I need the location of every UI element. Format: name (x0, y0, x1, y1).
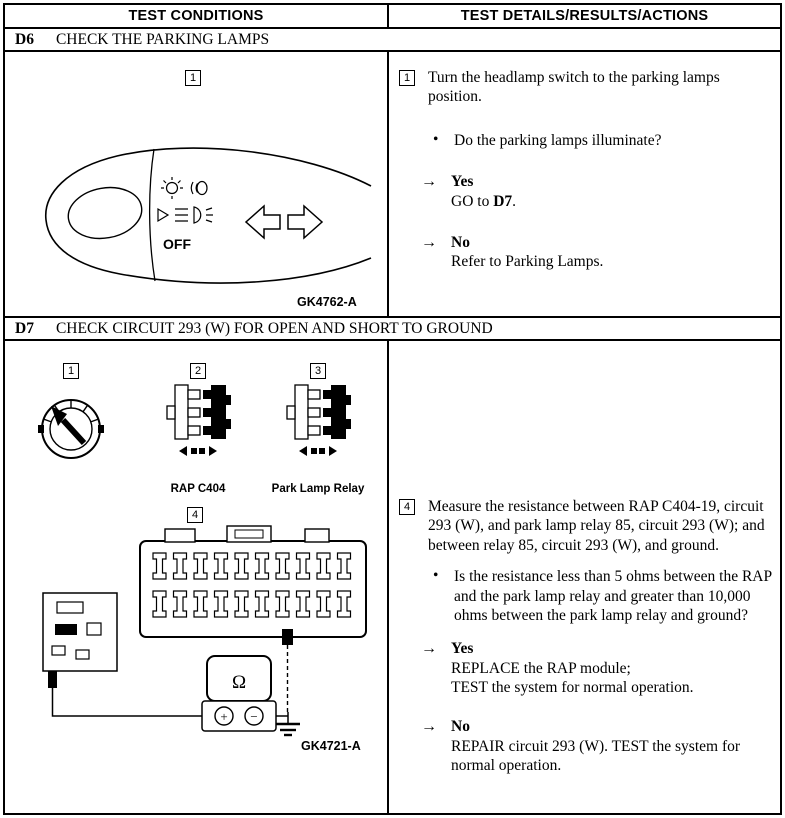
parking-lamp-icon (191, 182, 207, 195)
d7-figure-cell (5, 341, 389, 815)
panel-lamp-icon (161, 177, 183, 199)
d6-yes-action: GO to D7. (451, 192, 517, 210)
arrow-glyph: → (421, 233, 437, 251)
d7-step-row (399, 497, 774, 555)
circuit-test-figure (5, 341, 388, 813)
d6-figure-cell (5, 52, 389, 316)
rap-module-icon (43, 593, 117, 688)
off-label: OFF (163, 236, 191, 252)
d7-no-label: No (451, 718, 470, 736)
section-d7-title: CHECK CIRCUIT 293 (W) FOR OPEN AND SHORT TO GROUND (55, 319, 493, 337)
d6-question-text: Do the parking lamps illuminate? (454, 131, 662, 149)
section-d6-id: D6 (15, 30, 34, 48)
d7-instructions (389, 341, 780, 815)
d7-step-number: 4 (399, 499, 415, 515)
rap-connector-label: RAP C404 (170, 483, 226, 495)
d7-question-text: Is the resistance less than 5 ohms between the RAP and the park lamp relay and greater than 10,000 ohms between the park lamp relay and ground? (454, 568, 772, 624)
header-test-conditions: TEST CONDITIONS (5, 5, 389, 27)
d7-no-action: REPAIR circuit 293 (W). TEST the system for normal operation. (451, 737, 741, 775)
d7-yes-action-2: TEST the system for normal operation. (451, 679, 694, 696)
headlamp-icon (158, 207, 213, 223)
d7-figure-caption: GK4721-A (301, 739, 361, 753)
turn-signal-arrows-icon (246, 206, 322, 238)
section-d6-header (5, 29, 780, 52)
d7-no-body (451, 717, 774, 775)
ignition-switch-icon (38, 400, 104, 458)
rap-connector-pinout (140, 526, 366, 645)
d7-question-row (433, 567, 774, 625)
d6-result-no (421, 233, 774, 272)
plus-terminal-label: + (220, 709, 228, 724)
d6-figure-caption: GK4762-A (297, 295, 357, 309)
d6-instructions (389, 52, 780, 316)
d6-yes-label: Yes (451, 173, 474, 191)
d6-question-row (433, 131, 774, 150)
minus-terminal-label: − (250, 709, 258, 724)
arrow-glyph: → (421, 718, 437, 736)
d7-callout-3: 3 (310, 363, 326, 379)
d7-result-yes (421, 639, 774, 697)
d6-no-action: Refer to Parking Lamps. (451, 253, 604, 271)
ohm-symbol: Ω (231, 672, 247, 693)
test-lead-wire-positive (53, 688, 216, 716)
d7-callout-1: 1 (63, 363, 79, 379)
d7-callout-2: 2 (190, 363, 206, 379)
arrow-glyph: → (421, 173, 437, 191)
d6-step-text: Turn the headlamp switch to the parking lamps position. (428, 69, 720, 106)
d7-yes-body (451, 639, 694, 697)
park-lamp-relay-label: Park Lamp Relay (271, 483, 365, 495)
section-d7-id: D7 (15, 319, 34, 337)
section-d7-content (5, 341, 780, 815)
section-d6-content (5, 52, 780, 318)
test-probe-plug (282, 629, 293, 645)
d6-no-body (451, 233, 603, 272)
table-header-row (5, 5, 780, 29)
d7-result-no (421, 717, 774, 775)
bullet-glyph: • (433, 567, 439, 585)
d6-step-number: 1 (399, 70, 415, 86)
d6-yes-body (451, 172, 516, 211)
header-test-details: TEST DETAILS/RESULTS/ACTIONS (460, 8, 709, 24)
d7-yes-label: Yes (451, 640, 474, 658)
d6-no-label: No (451, 233, 470, 251)
d6-figure-callout: 1 (185, 70, 201, 86)
service-manual-page (3, 3, 782, 815)
rap-connector-icon (167, 385, 231, 456)
headlamp-switch-figure (5, 52, 388, 316)
d7-callout-4: 4 (187, 507, 203, 523)
section-d7-header (5, 318, 780, 341)
park-lamp-relay-connector-icon (287, 385, 351, 456)
bullet-glyph: • (433, 130, 439, 148)
d7-step-text: Measure the resistance between RAP C404-19, circuit 293 (W), and park lamp relay 85, circuit 293 (W); and between relay 85, circuit 293 (W), and ground. (428, 498, 765, 554)
d6-step-row (399, 68, 774, 107)
arrow-glyph: → (421, 640, 437, 658)
d7-yes-action-1: REPLACE the RAP module; (451, 659, 631, 677)
ohmmeter-icon (202, 656, 276, 731)
d6-result-yes (421, 172, 774, 211)
section-d6-title: CHECK THE PARKING LAMPS (55, 30, 270, 48)
